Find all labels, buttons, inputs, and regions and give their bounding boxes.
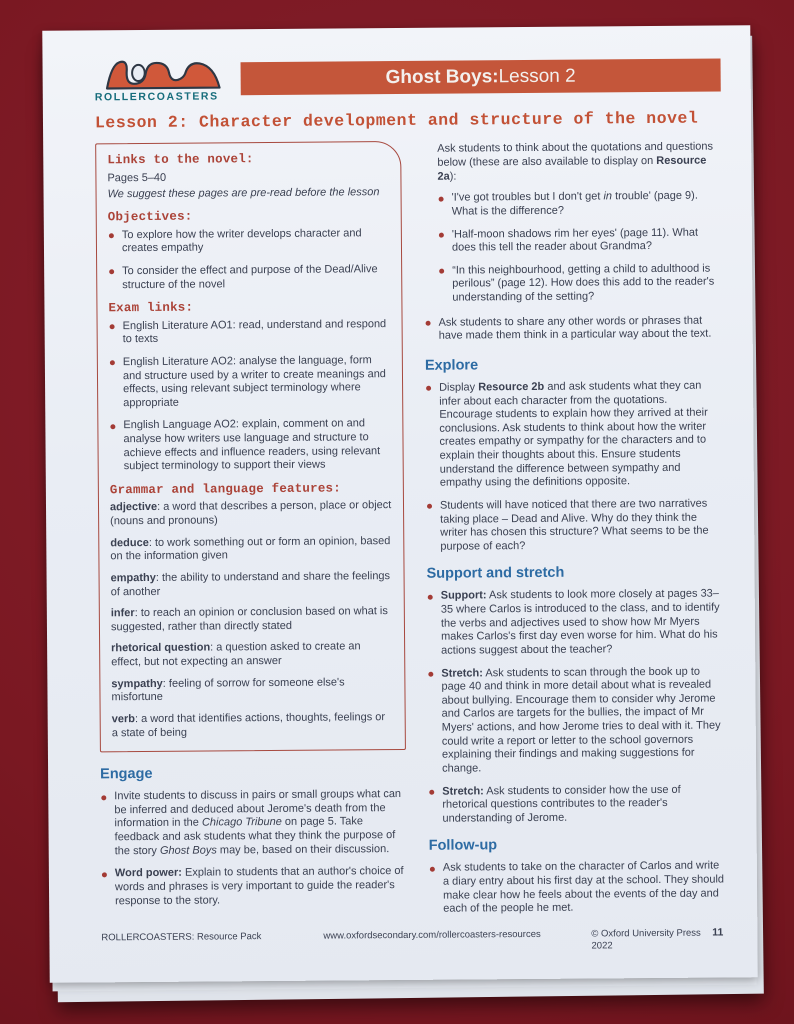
explore-bullet-text: Students will have noticed that there are two narratives taking place – Dead and Alive. Why do they think the writer has chosen this structure? What seems to be the purpose of each? [439, 497, 709, 553]
objective-text: To explore how the writer develops character and creates empathy [121, 226, 362, 255]
bullet-dot-icon [110, 324, 115, 329]
bullet-dot-icon [430, 867, 435, 872]
logo-wordmark: ROLLERCOASTERS [94, 90, 219, 104]
support-stretch-bullet-text: Support: Ask students to look more closely at pages 33–35 where Carlos is introduced to the class, and to identify the verbs and adjectives used to show how Mr Myers makes Carlos's first day even worse for him. What do his actions suggest about the teacher? [440, 587, 720, 657]
explore-bullet-item [426, 497, 724, 554]
bullet-dot-icon [427, 504, 432, 509]
engage-bullet-text: Invite students to discuss in pairs or small groups what can be inferred and deduced about Jerome's death from the information in the Chicago Tribune on page 5. Take feedback and ask students what they think the purpose of the story Ghost Boys may be, based on their discussion. [114, 788, 402, 857]
page-footer [101, 927, 723, 956]
right-column [423, 139, 727, 917]
bullet-dot-icon [101, 795, 106, 800]
engage-bullets [100, 788, 407, 908]
explore-bullet-text: Display Resource 2b and ask students what they can infer about each character from the quotations. Encourage students to explain how they arrived at their conclusions. Ask students to think about how the writer creates empathy or sympathy for the characters and to explain their thoughts about this. Ensure students understand the difference between sympathy and empathy using the definitions opposite. [439, 379, 708, 489]
rollercoaster-icon [104, 53, 222, 90]
links-heading: Links to the novel: [107, 152, 254, 168]
quotation-text: “In this neighbourhood, getting a child to adulthood is perilous” (page 12). How does this add to the reader's understanding of the setting? [452, 262, 715, 304]
page-header [94, 49, 720, 104]
bullet-dot-icon [439, 233, 444, 238]
footer-url: www.oxfordsecondary.com/rollercoasters-resources [323, 929, 541, 943]
follow-up-bullet-text: Ask students to take on the character of Carlos and write a diary entry about his first day at the school. They should make clear how he feels about the events of the day and each of the people he met. [442, 859, 725, 915]
explore-heading: Explore [424, 357, 479, 374]
page-title: Lesson 2: Character development and structure of the novel [94, 108, 699, 133]
bullet-dot-icon [428, 595, 433, 600]
pages-range: Pages 5–40 [107, 171, 167, 185]
objectives-list [108, 227, 390, 293]
engage-bullet-item [101, 865, 407, 908]
document-page [42, 25, 757, 983]
objective-item [108, 263, 390, 292]
grammar-term-entry: deduce: to work something out or form an opinion, based on the information given [110, 534, 391, 563]
grammar-term-entry: adjective: a word that describes a person, place or object (nouns and pronouns) [109, 499, 392, 528]
footer-copyright: © Oxford University Press 2022 [591, 928, 701, 952]
exam-link-item [109, 418, 391, 475]
exam-link-text: English Literature AO2: analyse the language, form and structure used by a writer to create meanings and effects, using relevant subject terminology where appropriate [122, 354, 386, 409]
exam-links-heading: Exam links: [108, 300, 194, 316]
bullet-dot-icon [102, 872, 107, 877]
share-bullet-item [425, 314, 723, 344]
quotation-bullet-item [438, 262, 722, 305]
footer-page-number: 11 [712, 926, 724, 940]
exam-link-text: English Language AO2: explain, comment on and analyse how writers use language and structure to achieve effects and influence readers, using relevant subject terminology to support their views [123, 417, 381, 473]
exam-links-list [109, 318, 392, 474]
share-bullet-text: Ask students to share any other words or phrases that have made them think in a particular way about the text. [438, 314, 712, 343]
bullet-dot-icon [109, 270, 114, 275]
bullet-dot-icon [110, 361, 115, 366]
left-column [95, 141, 407, 919]
bullet-dot-icon [426, 386, 431, 391]
bullet-dot-icon [110, 424, 115, 429]
footer-resource-pack-label: ROLLERCOASTERS: Resource Pack [101, 931, 262, 944]
grammar-term-entry: sympathy: feeling of sorrow for someone else's misfortune [111, 676, 345, 704]
grammar-term-entry: verb: a word that identifies actions, thoughts, feelings or a state of being [111, 711, 386, 739]
bullet-dot-icon [429, 790, 434, 795]
exam-link-text: English Literature AO1: read, understand and respond to texts [122, 317, 387, 346]
follow-up-bullets [429, 860, 727, 917]
quotations-intro: Ask students to think about the quotations and questions below (these are also available to display on Resource 2a): [437, 140, 714, 183]
bullet-dot-icon [428, 672, 433, 677]
engage-heading: Engage [100, 766, 153, 783]
support-stretch-bullet-item [427, 588, 726, 658]
support-stretch-bullet-item [427, 665, 726, 776]
bullet-dot-icon [439, 269, 444, 274]
quotation-bullets [438, 190, 723, 306]
engage-section [100, 764, 407, 908]
content-columns [95, 139, 727, 919]
grammar-term-entry: infer: to reach an opinion or conclusion based on what is suggested, rather than directly stated [110, 605, 388, 634]
objectives-heading: Objectives: [107, 209, 193, 225]
quotation-text: 'I've got troubles but I don't get in trouble' (page 9). What is the difference? [451, 189, 698, 218]
objective-item [108, 227, 390, 256]
rollercoasters-logo [94, 53, 226, 104]
quotation-bullet-item [438, 190, 722, 219]
engage-bullet-item [100, 788, 407, 859]
lesson-banner: Ghost Boys: Lesson 2 [241, 58, 721, 95]
grammar-term-entry: rhetorical question: a question asked to create an effect, but not expecting an answer [111, 640, 361, 669]
exam-link-item [109, 354, 391, 411]
bullet-dot-icon [439, 196, 444, 201]
quotation-bullet-item [438, 226, 722, 255]
support-stretch-bullet-text: Stretch: Ask students to consider how the use of rhetorical questions contributes to the reader's understanding of Jerome. [442, 783, 681, 825]
grammar-heading: Grammar and language features: [109, 481, 341, 498]
bullet-dot-icon [426, 321, 431, 326]
pre-read-note: We suggest these pages are pre-read before the lesson [107, 185, 380, 200]
exam-link-item [109, 318, 391, 347]
support-stretch-bullet-text: Stretch: Ask students to scan through the book up to page 40 and think in more detail about what is revealed about bullying. Encourage them to consider why Jerome and Carlos are targets for the bullies, the impact of Mr Myers' actions, and how Jerome tries to deal with it. They could write a report or letter to the school governors explaining their findings and making suggestions for change. [441, 665, 721, 775]
links-info-box [95, 141, 406, 752]
grammar-term-entry: empathy: the ability to understand and share the feelings of another [110, 570, 391, 598]
support-stretch-bullet-item [428, 783, 726, 826]
engage-bullet-text: Word power: Explain to students that an author's choice of words and phrases is very important to guide the reader's response to the story. [114, 865, 404, 907]
grammar-terms-list [110, 500, 394, 741]
bullet-dot-icon [109, 233, 114, 238]
quotation-text: 'Half-moon shadows rim her eyes' (page 11). What does this tell the reader about Grandma? [451, 226, 699, 254]
objective-text: To consider the effect and purpose of the Dead/Alive structure of the novel [122, 263, 378, 291]
support-stretch-heading: Support and stretch [426, 565, 565, 583]
support-stretch-bullets [427, 588, 727, 826]
follow-up-bullet-item [429, 860, 727, 917]
explore-bullet-item [425, 379, 724, 490]
follow-up-heading: Follow-up [428, 837, 498, 855]
explore-bullets [425, 379, 724, 554]
